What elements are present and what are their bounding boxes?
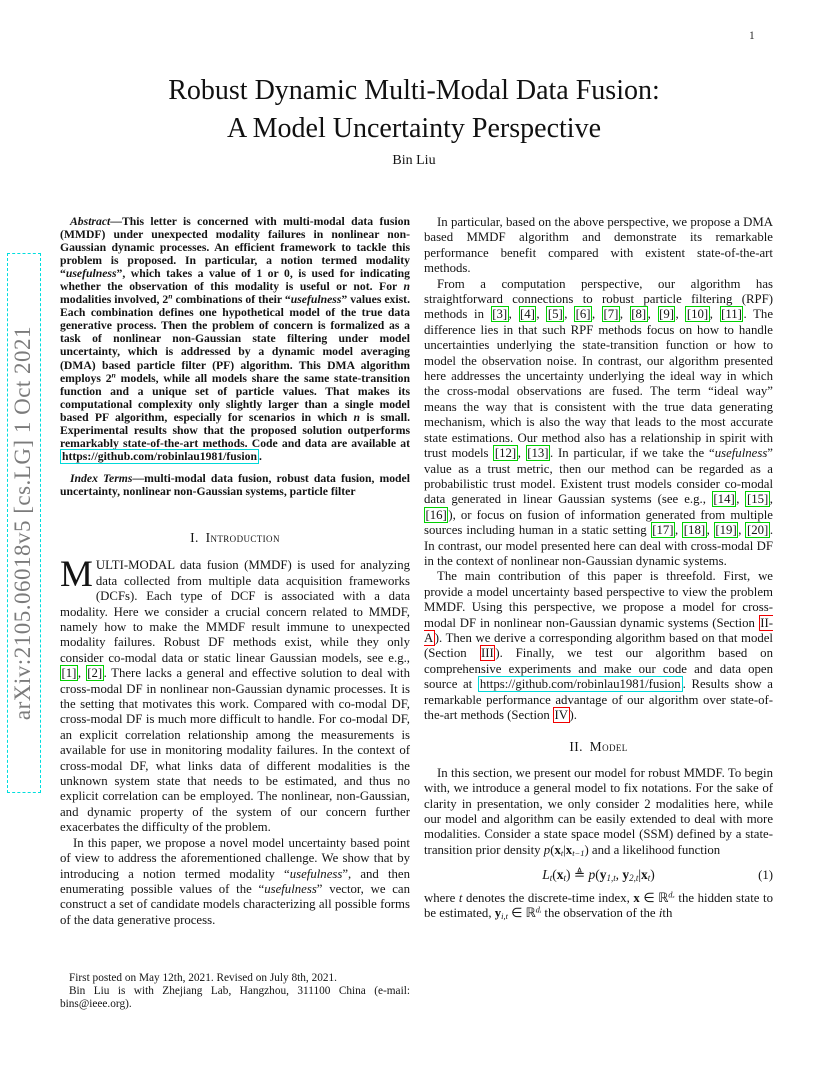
text-run: , <box>619 307 630 322</box>
text-run: x <box>641 867 648 883</box>
citation-link[interactable]: [15] <box>746 492 769 507</box>
index-terms <box>60 472 410 498</box>
text-run: dₓ <box>668 889 675 900</box>
left-column <box>60 215 410 928</box>
citation-link[interactable]: [18] <box>683 523 706 538</box>
text-run: , <box>647 307 658 322</box>
text-run: t <box>647 873 651 884</box>
body-paragraph-1 <box>424 215 773 277</box>
citation-link[interactable]: [20] <box>746 523 769 538</box>
text-run: . There lacks a general and effective solution to deal with cross-modal DF in nonlinear non-Gaussian dynamic processes. It is the setting that motivates this work. Compared with co-modal DF, cross-modal DF is much more difficult to handle. For co-modal DF, an explicit correlation relationship among the measurements is available for use in monitoring modality failures. In the context of cross-modal DF, what links data of different modalities is the unknown system state that needs to be estimated, and thus no explicit correlation can be employed. The nonlinear, non-Gaussian, and dynamic property of the system of our concern further exacerbates the difficulty of the problem. <box>60 666 410 835</box>
section-2-heading: II. Model <box>569 739 628 755</box>
text-run: ( <box>595 867 600 883</box>
page-number: 1 <box>749 30 755 42</box>
text-run: , <box>675 307 686 322</box>
text-run: . The difference lies in that such RPF methods focus on how to handle uncertainties underlying the state-transition function or how to model the observation noise. In contrast, our algorithm presented here addresses the uncertainty underlying the ideal way in which the cross-modal observations are fused. The term “ideal way” means the way that is consistent with the true data generating mechanism, which is also the way that leads to the most accurate state estimations. Our method also has a relationship in spirit with trust models <box>424 307 773 461</box>
text-run: ). <box>569 708 577 722</box>
text-run: , <box>592 307 602 322</box>
text-run: the observation of the <box>541 906 659 921</box>
text-run: From a computation perspective, our algorithm has straightforward connections to robust particle filtering (RPF) methods in <box>424 276 773 322</box>
text-run: Abstract <box>70 215 111 228</box>
citation-link[interactable]: [8] <box>631 307 647 322</box>
text-run: n <box>403 280 410 294</box>
intro-paragraph-2 <box>60 836 410 928</box>
text-run: ” value as a trust metric, then our method can be regarded as a probabilistic trust model. Existent trust models consider co-modal data generated in linear Gaussian systems (see e.g., <box>424 446 773 507</box>
text-run: ) ≜ <box>565 867 589 883</box>
citation-link[interactable]: [7] <box>603 307 619 322</box>
text-run: . In contrast, our model presented here can deal with cross-modal DF in the context of nonlinear non-Gaussian dynamic systems. <box>424 523 774 568</box>
citation-link[interactable]: [16] <box>425 507 447 522</box>
section-1-heading: I. Introduction <box>190 529 280 545</box>
text-run: , <box>536 307 547 322</box>
text-run: | <box>638 867 642 883</box>
section-ref-link[interactable]: III <box>481 646 494 661</box>
footnote-line-1: First posted on May 12th, 2021. Revised on July 8th, 2021. <box>69 972 337 984</box>
citation-link[interactable]: [13] <box>527 446 549 461</box>
model-paragraph-1 <box>424 766 773 858</box>
text-run: In this section, we present our model for robust MMDF. To begin with, we introduce a general model to fix notations. For the sake of clarity in presentation, we only consider 2 modalities here, while our model and algorithm can be easily extended to deal with more modalities. Consider a state space model (SSM) defined by a state-transition prior density <box>424 765 773 857</box>
text-run: ( <box>550 842 555 857</box>
text-run: y <box>622 867 630 883</box>
text-run: usefulness <box>714 446 768 461</box>
equation-1-body <box>542 867 655 882</box>
text-run: ”, and then enumerating possible values of the “ <box>60 866 410 896</box>
text-run: , <box>706 523 714 538</box>
text-run: ” values exist. Each combination defines one hypothetical model of the true data generative process. Then the problem of concern is formalized as a task of nonlinear non-Gaussian state filtering under model uncertainty, which is addressed by a dynamic model averaging (DMA) based particle filter (PF) algorithm. This DMA algorithm employs 2 <box>60 293 410 385</box>
text-run: t−1 <box>572 847 585 858</box>
text-run: x <box>633 890 640 905</box>
text-run: n <box>353 410 361 424</box>
text-run: i,t <box>501 911 508 922</box>
author-name: Bin Liu <box>392 153 436 168</box>
text-run: dᵢ <box>535 904 542 915</box>
footnote-line-2: Bin Liu is with Zhejiang Lab, Hangzhou, 311100 China (e-mail: bins@ieee.org). <box>60 985 410 1011</box>
text-run: , <box>738 523 746 538</box>
text-run: Index Terms <box>70 471 133 485</box>
text-run: usefulness <box>290 293 342 307</box>
text-run: , <box>508 307 519 322</box>
text-run: p <box>588 867 596 883</box>
text-run: y <box>599 867 607 883</box>
url-link[interactable]: https://github.com/robinlau1981/fusion <box>62 449 257 463</box>
arxiv-banner: arXiv:2105.06018v5 [cs.LG] 1 Oct 2021 <box>7 253 41 793</box>
citation-link[interactable]: [1] <box>61 666 77 681</box>
text-run: combinations of their “ <box>172 293 291 307</box>
text-run: ). Then we derive a corresponding algorithm based on that model (Section <box>424 630 773 661</box>
text-run: The main contribution of this paper is threefold. First, we provide a model uncertainty based perspective to view the problem MMDF. Using this perspective, we propose a model for cross-modal DF in nonlinear non-Gaussian dynamic systems (Section <box>424 569 773 630</box>
drop-cap: M <box>60 554 93 596</box>
text-run: ∈ ℝ <box>507 906 536 921</box>
text-run: L <box>542 867 550 883</box>
text-run: n <box>111 370 116 380</box>
citation-link[interactable]: [17] <box>652 523 674 538</box>
citation-link[interactable]: [11] <box>721 307 742 322</box>
text-run: , <box>564 307 575 322</box>
citation-link[interactable]: [3] <box>492 307 508 322</box>
equation-1 <box>424 867 773 882</box>
body-paragraph-2 <box>424 277 773 570</box>
text-run: 1,t <box>606 873 616 884</box>
text-run: , <box>709 307 720 322</box>
paper-title-line-2: A Model Uncertainty Perspective <box>226 112 601 144</box>
text-run: , <box>736 492 746 507</box>
url-link[interactable]: https://github.com/robinlau1981/fusion <box>479 677 681 692</box>
text-run: t <box>560 847 564 858</box>
text-run: —This letter is concerned with multi-modal data fusion (MMDF) under unexpected modality failures in nonlinear non-Gaussian dynamic processes. An efficient framework to tackle this problem is proposed. In particular, a notion termed modality “ <box>60 215 410 281</box>
text-run: x <box>565 842 573 857</box>
text-run: i <box>658 906 663 921</box>
text-run: y <box>494 906 502 921</box>
text-run: usefulness <box>65 267 117 281</box>
section-ref-link[interactable]: IV <box>554 708 569 722</box>
text-run: | <box>563 842 566 857</box>
citation-link[interactable]: [14] <box>713 492 735 507</box>
text-run: t <box>549 873 553 884</box>
body-paragraph-3 <box>424 569 773 723</box>
text-run: ( <box>552 867 557 883</box>
text-run: . Results show a remarkable performance advantage of our algorithm over state-of-the-art methods (Section <box>424 677 773 722</box>
text-run: , <box>769 492 773 507</box>
intro-paragraph-1 <box>60 554 410 835</box>
citation-link[interactable]: [19] <box>715 523 737 538</box>
citation-link[interactable]: [2] <box>87 666 103 681</box>
text-run: . <box>258 449 262 463</box>
text-run: ) and a likelihood function <box>584 842 721 857</box>
text-run: x <box>554 842 561 857</box>
abstract <box>60 215 410 463</box>
text-run: models, while all models share the same state-transition function and a unique set of particle values. That makes its computational complexity only slightly larger than a single model based PF algorithm, especially for scenarios in which <box>60 371 410 424</box>
text-run: , <box>517 446 526 461</box>
equation-1-number: (1) <box>758 868 773 883</box>
text-run: , <box>77 666 86 681</box>
text-run: ”, which takes a value of 1 or 0, is used for indicating whether the observation of this modality is useful or not. For <box>60 267 410 294</box>
paper-title-line-1: Robust Dynamic Multi-Modal Data Fusion: <box>168 75 660 106</box>
text-run: ), or focus on fusion of information generated from multiple sources including human in a static setting <box>424 507 773 538</box>
text-run: ) <box>650 867 655 883</box>
text-run: usefulness <box>289 866 343 881</box>
text-run: ” vector, we can construct a set of candidate models characterizing all possible forms of the data generative process. <box>60 881 410 927</box>
text-run: th <box>662 906 673 921</box>
citation-link[interactable]: [4] <box>520 307 535 322</box>
paper-title <box>0 72 828 147</box>
text-run: . In particular, if we take the “ <box>550 446 715 461</box>
citation-link[interactable]: [5] <box>547 307 563 322</box>
text-run: ). Finally, we test our algorithm based on comprehensive experiments and make our code and data open source at <box>424 646 773 692</box>
text-run: t <box>563 873 566 884</box>
right-column <box>424 215 773 921</box>
text-run: t <box>458 890 463 905</box>
text-run: In this paper, we propose a novel model uncertainty based point of view to address the aforementioned challenge. We show that by introducing a notion termed modality “ <box>60 835 410 881</box>
text-run: x <box>556 867 564 883</box>
citation-link[interactable]: [6] <box>575 307 591 322</box>
text-run: ∈ ℝ <box>639 890 669 905</box>
text-run: denotes the discrete-time index, <box>462 890 634 905</box>
text-run: is small. Experimental results show that the proposed solution outperforms remarkably state-of-the-art methods. Code and data are available at <box>60 410 410 450</box>
text-run: ULTI-MODAL data fusion (MMDF) is used for analyzing data collected from multiple data acquisition frameworks (DCFs). Each type of DCF is associated with a data modality. Here we consider a crucial concern related to MMDF, namely how to make the MMDF result immune to unexpected modality failures. Robust DF methods exist, while they only consider co-modal data or static linear Gaussian models, see e.g., <box>60 558 410 665</box>
text-run: the hidden state to be estimated, <box>424 890 773 921</box>
text-run: modalities involved, 2 <box>60 293 169 307</box>
text-run: n <box>168 291 173 301</box>
citation-link[interactable]: [9] <box>659 307 674 322</box>
text-run: 2,t <box>629 873 639 884</box>
author-footnote <box>60 972 410 1012</box>
text-run: , <box>615 867 623 883</box>
text-run: usefulness <box>264 881 317 896</box>
section-ref-link[interactable]: II-A <box>424 615 773 645</box>
text-run: p <box>543 842 551 857</box>
citation-link[interactable]: [10] <box>686 307 709 322</box>
citation-link[interactable]: [12] <box>494 446 517 461</box>
text-run: In particular, based on the above perspective, we propose a DMA based MMDF algorithm and demonstrate its remarkable performance benefit compared with existent state-of-the-art methods. <box>424 215 773 276</box>
model-paragraph-2 <box>424 891 773 922</box>
text-run: , <box>675 523 683 538</box>
text-run: —multi-modal data fusion, robust data fusion, model uncertainty, nonlinear non-Gaussian systems, particle filter <box>60 471 410 498</box>
text-run: where <box>424 890 459 905</box>
